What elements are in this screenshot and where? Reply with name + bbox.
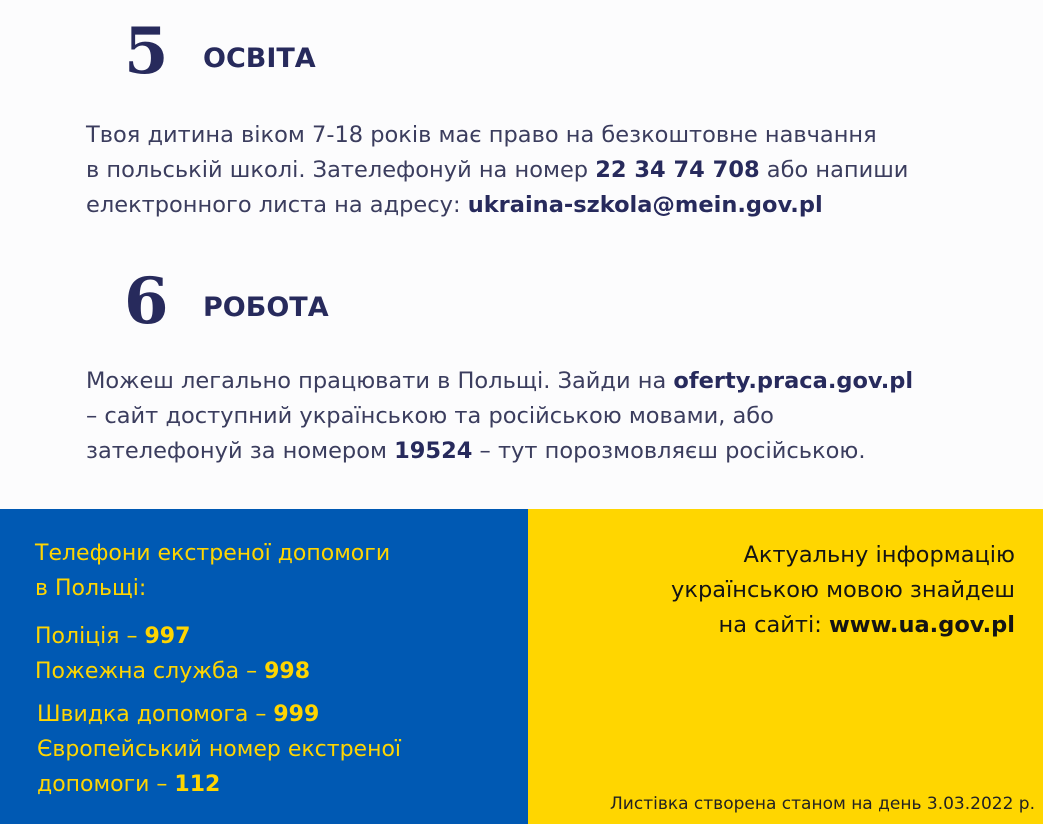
police-number: 997 [144,624,191,649]
ambulance-number-line: Швидка допомога – 999 [37,702,320,727]
education-line-3: електронного листа на адресу: ukraina-szkola@mein.gov.pl [86,192,823,218]
fire-number-line: Пожежна служба – 998 [35,659,311,684]
european-number: 112 [174,772,221,797]
education-line-2: в польській школі. Зателефонуй на номер 22 34 74 708 або напиши [86,157,909,183]
european-number-line: Європейський номер екстреної допомоги – 112 [37,737,402,797]
info-panel [528,509,1043,824]
section-title-education: ОСВІТА [203,43,316,74]
emergency-panel [0,509,528,824]
ua-gov-site-link[interactable]: www.ua.gov.pl [829,612,1015,638]
work-phone-number: 19524 [394,438,473,464]
footnote: Листівка створена станом на день 3.03.2022 р. [610,794,1035,814]
section-number-6: 6 [124,264,169,339]
emergency-heading: Телефони екстреної допомоги в Польщі: [35,541,391,601]
education-line-1: Твоя дитина віком 7-18 років має право на безкоштовне навчання [86,122,877,148]
fire-number: 998 [264,659,311,684]
info-text: Актуальну інформацію українською мовою знайдеш на сайті: www.ua.gov.pl [671,542,1015,638]
school-email[interactable]: ukraina-szkola@mein.gov.pl [467,192,823,218]
job-offers-link[interactable]: oferty.praca.gov.pl [673,368,914,394]
footer-panel [0,509,1043,824]
work-paragraph [86,364,1006,469]
education-paragraph [86,118,1006,223]
section-number-5: 5 [124,14,169,89]
work-line-1: Можеш легально працювати в Польщі. Зайди на oferty.praca.gov.pl [86,368,914,394]
work-line-3: зателефонуй за номером 19524 – тут порозмовляєш російською. [86,438,866,464]
ambulance-number: 999 [273,702,320,727]
police-number-line: Поліція – 997 [35,624,191,649]
work-line-2: – сайт доступний українською та російською мовами, або [86,403,774,429]
section-title-work: РОБОТА [203,292,329,323]
school-phone-number: 22 34 74 708 [595,157,760,183]
